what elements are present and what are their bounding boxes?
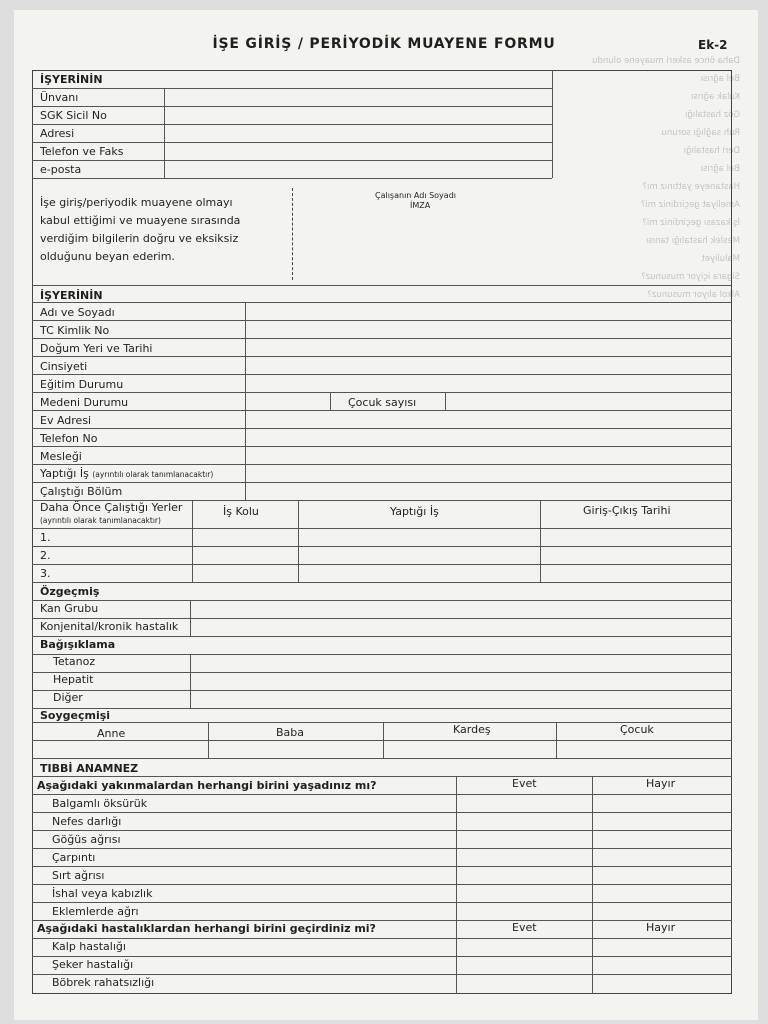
employee-heading: İŞYERİNİN <box>40 289 103 302</box>
history-chronic: Konjenital/kronik hastalık <box>40 620 179 633</box>
previous-jobs-label: Daha Önce Çalıştığı Yerler <box>40 501 183 514</box>
immunization-hepatitis: Hepatit <box>53 673 94 686</box>
disease-item: Böbrek rahatsızlığı <box>52 976 155 989</box>
employer-field-sgk: SGK Sicil No <box>40 109 107 122</box>
grid-line <box>298 500 299 582</box>
grid-line <box>32 356 732 357</box>
family-mother: Anne <box>97 727 126 740</box>
declaration-line-3: verdiğim bilgilerin doğru ve eksiksiz <box>40 232 239 245</box>
disease-item: Kalp hastalığı <box>52 940 126 953</box>
employee-field-gender: Cinsiyeti <box>40 360 88 373</box>
grid-line <box>32 564 732 565</box>
form-code: Ek-2 <box>698 38 728 52</box>
grid-line <box>32 482 732 483</box>
show-through-line: Bel ağrısı <box>700 74 740 84</box>
show-through-line: Alkol alıyor musunuz? <box>647 290 740 300</box>
grid-line <box>32 618 732 619</box>
employee-field-name: Adı ve Soyadı <box>40 306 115 319</box>
show-through-line: İş kazası geçirdiniz mi? <box>642 218 740 228</box>
grid-line <box>32 956 732 957</box>
grid-line <box>32 938 732 939</box>
grid-line <box>32 690 732 691</box>
grid-line <box>32 884 732 885</box>
complaint-item: Balgamlı öksürük <box>52 797 148 810</box>
employee-field-address: Ev Adresi <box>40 414 92 427</box>
employer-field-email: e-posta <box>40 163 82 176</box>
complaint-item: Eklemlerde ağrı <box>52 905 139 918</box>
signature-divider <box>292 188 293 280</box>
previous-job-row-1: 1. <box>40 531 51 544</box>
complaint-item: Göğüs ağrısı <box>52 833 121 846</box>
complaint-item: Nefes darlığı <box>52 815 122 828</box>
grid-line <box>445 392 446 410</box>
grid-line <box>32 464 732 465</box>
complaint-item: Çarpıntı <box>52 851 96 864</box>
employee-field-marital: Medeni Durumu <box>40 396 129 409</box>
grid-line <box>540 500 541 582</box>
grid-line <box>32 528 732 529</box>
grid-line <box>32 794 732 795</box>
family-father: Baba <box>276 726 305 739</box>
show-through-line: Maluliyet <box>701 254 740 264</box>
grid-line <box>190 654 191 708</box>
show-through-line: Kulak ağrısı <box>691 92 740 102</box>
show-through-line: Ruh sağlığı sorunu <box>661 128 740 138</box>
history-heading: Özgeçmiş <box>40 585 100 598</box>
column-job: Yaptığı İş <box>390 505 439 518</box>
grid-line <box>592 776 593 994</box>
immunization-other: Diğer <box>53 691 83 704</box>
declaration-line-2: kabul ettiğimi ve muayene sırasında <box>40 214 241 227</box>
grid-line <box>245 302 246 500</box>
grid-line <box>164 88 165 178</box>
history-blood-type: Kan Grubu <box>40 602 99 615</box>
show-through-line: Bel ağrısı <box>700 164 740 174</box>
employee-field-education: Eğitim Durumu <box>40 378 124 391</box>
grid-line <box>32 654 732 655</box>
show-through-line: Sigara içiyor musunuz? <box>641 272 740 282</box>
signature-name-label: Çalışanın Adı Soyadı <box>375 191 456 200</box>
grid-line <box>192 500 193 582</box>
employee-field-phone: Telefon No <box>40 432 98 445</box>
job-label: Yaptığı İş <box>40 467 89 480</box>
grid-line <box>556 722 557 758</box>
show-through-line: Meslek hastalığı tanısı <box>645 236 740 246</box>
anamnesis-no-1: Hayır <box>646 777 676 790</box>
grid-line <box>32 636 732 637</box>
grid-line <box>32 160 552 161</box>
job-note: (ayrıntılı olarak tanımlanacaktır) <box>92 470 214 479</box>
employee-field-job <box>40 467 213 482</box>
grid-line <box>190 600 191 636</box>
declaration-line-4: olduğunu beyan ederim. <box>40 250 175 263</box>
anamnesis-yes-2: Evet <box>512 921 537 934</box>
grid-line <box>32 428 732 429</box>
employer-field-address: Adresi <box>40 127 75 140</box>
grid-line <box>32 830 732 831</box>
grid-line <box>32 866 732 867</box>
grid-line <box>32 974 732 975</box>
grid-line <box>32 776 732 777</box>
grid-line <box>32 302 732 303</box>
grid-line <box>456 776 457 994</box>
family-heading: Soygeçmişi <box>40 709 111 722</box>
grid-line <box>32 920 732 921</box>
immunization-heading: Bağışıklama <box>40 638 116 651</box>
grid-line <box>552 70 553 178</box>
employer-field-phone: Telefon ve Faks <box>40 145 124 158</box>
previous-job-row-2: 2. <box>40 549 51 562</box>
family-child: Çocuk <box>620 723 654 736</box>
show-through-line: Daha önce askeri muayene olundu <box>592 56 740 66</box>
disease-item: Şeker hastalığı <box>52 958 134 971</box>
grid-line <box>32 392 732 393</box>
column-industry: İş Kolu <box>223 505 259 518</box>
complaint-item: Sırt ağrısı <box>52 869 105 882</box>
grid-line <box>32 338 732 339</box>
previous-jobs-note: (ayrıntılı olarak tanımlanacaktır) <box>40 516 161 525</box>
anamnesis-no-2: Hayır <box>646 921 676 934</box>
grid-line <box>32 446 732 447</box>
immunization-tetanus: Tetanoz <box>53 655 96 668</box>
grid-line <box>32 320 732 321</box>
grid-line <box>32 285 732 286</box>
signature-label: İMZA <box>410 201 431 210</box>
employee-field-occupation: Mesleği <box>40 450 82 463</box>
employer-heading: İŞYERİNİN <box>40 73 103 86</box>
anamnesis-yes-1: Evet <box>512 777 537 790</box>
show-through-line: Deri hastalığı <box>683 146 740 156</box>
column-dates: Giriş-Çıkış Tarihi <box>583 504 671 517</box>
grid-line <box>32 142 552 143</box>
employee-field-tc: TC Kimlik No <box>40 324 110 337</box>
grid-line <box>32 582 732 583</box>
children-count-label: Çocuk sayısı <box>348 396 417 409</box>
employer-field-title: Ünvanı <box>40 91 79 104</box>
grid-line <box>383 722 384 758</box>
grid-line <box>32 124 552 125</box>
grid-line <box>32 546 732 547</box>
family-sibling: Kardeş <box>453 723 491 736</box>
grid-line <box>32 88 552 89</box>
grid-line <box>32 812 732 813</box>
grid-line <box>208 722 209 758</box>
grid-line <box>32 374 732 375</box>
anamnesis-question-2: Aşağıdaki hastalıklardan herhangi birini geçirdiniz mi? <box>37 922 376 935</box>
grid-line <box>32 740 732 741</box>
show-through-line: Ameliyat geçirdiniz mi? <box>640 200 740 210</box>
declaration-line-1: İşe giriş/periyodik muayene olmayı <box>40 196 233 209</box>
grid-line <box>32 106 552 107</box>
anamnesis-question-1: Aşağıdaki yakınmalardan herhangi birini yaşadınız mı? <box>37 779 377 792</box>
grid-line <box>32 672 732 673</box>
employee-field-birth: Doğum Yeri ve Tarihi <box>40 342 153 355</box>
grid-line <box>330 392 331 410</box>
grid-line <box>32 600 732 601</box>
show-through-line: Hastaneye yattınız mı? <box>642 182 740 192</box>
show-through-line: Göz hastalığı <box>685 110 740 120</box>
grid-line <box>32 848 732 849</box>
anamnesis-heading: TIBBİ ANAMNEZ <box>40 762 139 775</box>
grid-line <box>32 178 552 179</box>
complaint-item: İshal veya kabızlık <box>52 887 153 900</box>
grid-line <box>32 410 732 411</box>
grid-line <box>32 758 732 759</box>
grid-line <box>32 708 732 709</box>
form-title: İŞE GİRİŞ / PERİYODİK MUAYENE FORMU <box>212 36 556 52</box>
previous-job-row-3: 3. <box>40 567 51 580</box>
employee-field-department: Çalıştığı Bölüm <box>40 485 123 498</box>
grid-line <box>32 902 732 903</box>
